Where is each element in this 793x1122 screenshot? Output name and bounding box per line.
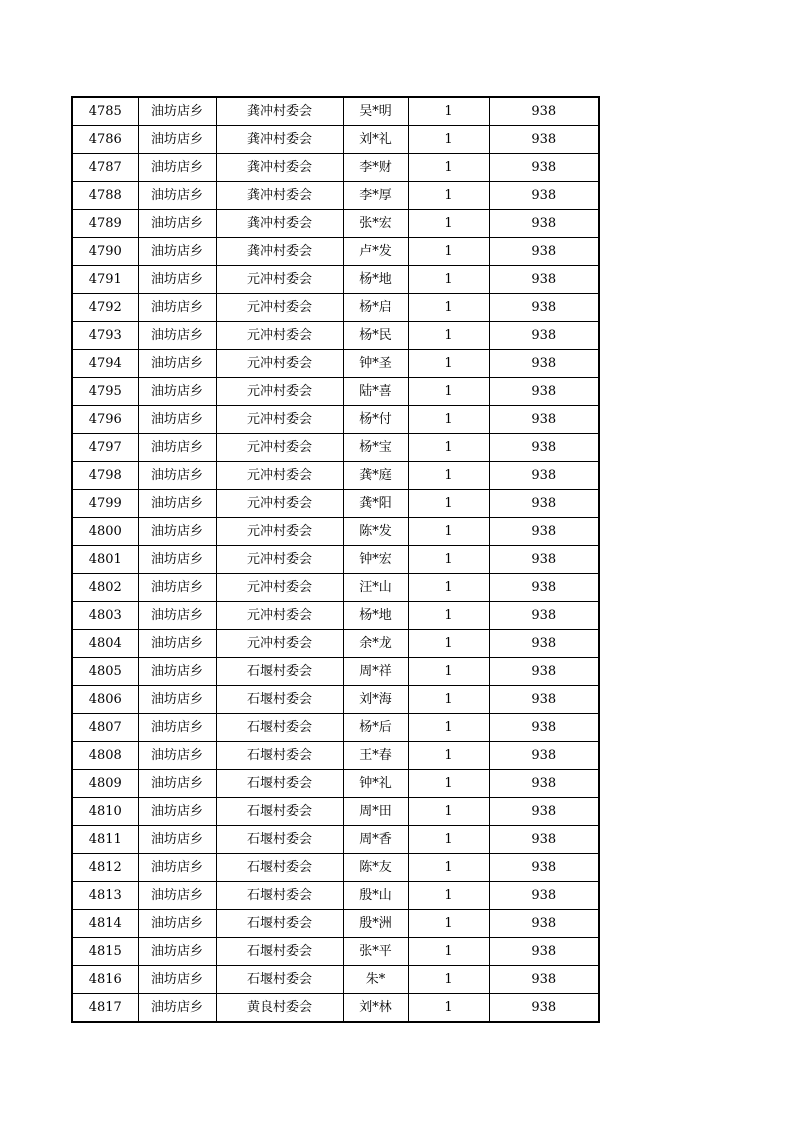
name-cell: 周*田 [343,798,408,826]
count-cell: 1 [408,826,489,854]
amount-cell: 938 [489,798,599,826]
count-cell: 1 [408,742,489,770]
table-row [72,854,599,882]
name-cell: 张*平 [343,938,408,966]
table-row [72,154,599,182]
count-cell: 1 [408,770,489,798]
row-number-cell: 4797 [72,434,138,462]
township-cell: 油坊店乡 [138,714,216,742]
amount-cell: 938 [489,97,599,126]
row-number-cell: 4808 [72,742,138,770]
name-cell: 周*香 [343,826,408,854]
name-cell: 杨*后 [343,714,408,742]
amount-cell: 938 [489,378,599,406]
township-cell: 油坊店乡 [138,546,216,574]
table-row [72,126,599,154]
township-cell: 油坊店乡 [138,294,216,322]
township-cell: 油坊店乡 [138,938,216,966]
amount-cell: 938 [489,714,599,742]
row-number-cell: 4785 [72,97,138,126]
table-row [72,658,599,686]
table-row [72,994,599,1023]
amount-cell: 938 [489,182,599,210]
row-number-cell: 4800 [72,518,138,546]
table-row [72,182,599,210]
count-cell: 1 [408,574,489,602]
village-committee-cell: 元冲村委会 [216,630,343,658]
name-cell: 陈*发 [343,518,408,546]
name-cell: 朱* [343,966,408,994]
count-cell: 1 [408,602,489,630]
row-number-cell: 4799 [72,490,138,518]
village-committee-cell: 元冲村委会 [216,266,343,294]
name-cell: 刘*林 [343,994,408,1023]
amount-cell: 938 [489,434,599,462]
count-cell: 1 [408,434,489,462]
village-committee-cell: 石堰村委会 [216,826,343,854]
count-cell: 1 [408,378,489,406]
table-row [72,210,599,238]
row-number-cell: 4792 [72,294,138,322]
township-cell: 油坊店乡 [138,322,216,350]
amount-cell: 938 [489,966,599,994]
amount-cell: 938 [489,294,599,322]
table-row [72,602,599,630]
township-cell: 油坊店乡 [138,210,216,238]
name-cell: 杨*民 [343,322,408,350]
township-cell: 油坊店乡 [138,686,216,714]
name-cell: 钟*圣 [343,350,408,378]
amount-cell: 938 [489,210,599,238]
amount-cell: 938 [489,994,599,1023]
count-cell: 1 [408,798,489,826]
township-cell: 油坊店乡 [138,798,216,826]
township-cell: 油坊店乡 [138,462,216,490]
village-committee-cell: 元冲村委会 [216,406,343,434]
count-cell: 1 [408,910,489,938]
row-number-cell: 4788 [72,182,138,210]
row-number-cell: 4811 [72,826,138,854]
village-committee-cell: 龚冲村委会 [216,97,343,126]
row-number-cell: 4791 [72,266,138,294]
village-committee-cell: 石堰村委会 [216,798,343,826]
table-row [72,322,599,350]
village-committee-cell: 石堰村委会 [216,658,343,686]
row-number-cell: 4810 [72,798,138,826]
amount-cell: 938 [489,518,599,546]
village-committee-cell: 石堰村委会 [216,770,343,798]
row-number-cell: 4807 [72,714,138,742]
count-cell: 1 [408,462,489,490]
count-cell: 1 [408,294,489,322]
township-cell: 油坊店乡 [138,770,216,798]
table-row [72,938,599,966]
name-cell: 杨*启 [343,294,408,322]
amount-cell: 938 [489,350,599,378]
village-committee-cell: 石堰村委会 [216,882,343,910]
name-cell: 李*财 [343,154,408,182]
township-cell: 油坊店乡 [138,182,216,210]
data-table [71,96,600,1023]
township-cell: 油坊店乡 [138,994,216,1023]
row-number-cell: 4796 [72,406,138,434]
name-cell: 杨*地 [343,602,408,630]
row-number-cell: 4789 [72,210,138,238]
amount-cell: 938 [489,322,599,350]
count-cell: 1 [408,154,489,182]
name-cell: 吴*明 [343,97,408,126]
row-number-cell: 4815 [72,938,138,966]
table-row [72,966,599,994]
count-cell: 1 [408,686,489,714]
name-cell: 刘*礼 [343,126,408,154]
village-committee-cell: 元冲村委会 [216,434,343,462]
count-cell: 1 [408,210,489,238]
township-cell: 油坊店乡 [138,434,216,462]
amount-cell: 938 [489,630,599,658]
count-cell: 1 [408,490,489,518]
table-row [72,406,599,434]
township-cell: 油坊店乡 [138,518,216,546]
table-row [72,518,599,546]
township-cell: 油坊店乡 [138,574,216,602]
count-cell: 1 [408,714,489,742]
row-number-cell: 4812 [72,854,138,882]
village-committee-cell: 元冲村委会 [216,490,343,518]
count-cell: 1 [408,630,489,658]
township-cell: 油坊店乡 [138,742,216,770]
count-cell: 1 [408,97,489,126]
table-row [72,490,599,518]
table-row [72,574,599,602]
township-cell: 油坊店乡 [138,126,216,154]
row-number-cell: 4798 [72,462,138,490]
village-committee-cell: 龚冲村委会 [216,126,343,154]
count-cell: 1 [408,938,489,966]
row-number-cell: 4803 [72,602,138,630]
count-cell: 1 [408,966,489,994]
row-number-cell: 4802 [72,574,138,602]
township-cell: 油坊店乡 [138,97,216,126]
name-cell: 卢*发 [343,238,408,266]
count-cell: 1 [408,882,489,910]
count-cell: 1 [408,518,489,546]
name-cell: 杨*宝 [343,434,408,462]
count-cell: 1 [408,126,489,154]
village-committee-cell: 元冲村委会 [216,574,343,602]
village-committee-cell: 龚冲村委会 [216,182,343,210]
township-cell: 油坊店乡 [138,350,216,378]
count-cell: 1 [408,546,489,574]
table-row [72,546,599,574]
amount-cell: 938 [489,126,599,154]
table-row [72,462,599,490]
row-number-cell: 4801 [72,546,138,574]
name-cell: 殷*山 [343,882,408,910]
name-cell: 龚*阳 [343,490,408,518]
township-cell: 油坊店乡 [138,266,216,294]
row-number-cell: 4795 [72,378,138,406]
village-committee-cell: 元冲村委会 [216,294,343,322]
name-cell: 余*龙 [343,630,408,658]
name-cell: 王*春 [343,742,408,770]
row-number-cell: 4790 [72,238,138,266]
amount-cell: 938 [489,854,599,882]
township-cell: 油坊店乡 [138,630,216,658]
township-cell: 油坊店乡 [138,826,216,854]
amount-cell: 938 [489,686,599,714]
count-cell: 1 [408,994,489,1023]
amount-cell: 938 [489,546,599,574]
township-cell: 油坊店乡 [138,490,216,518]
count-cell: 1 [408,658,489,686]
township-cell: 油坊店乡 [138,602,216,630]
row-number-cell: 4816 [72,966,138,994]
name-cell: 杨*付 [343,406,408,434]
table-row [72,266,599,294]
row-number-cell: 4787 [72,154,138,182]
village-committee-cell: 石堰村委会 [216,686,343,714]
table-row [72,882,599,910]
village-committee-cell: 龚冲村委会 [216,154,343,182]
amount-cell: 938 [489,266,599,294]
amount-cell: 938 [489,938,599,966]
name-cell: 汪*山 [343,574,408,602]
table-row [72,910,599,938]
table-row [72,770,599,798]
village-committee-cell: 龚冲村委会 [216,210,343,238]
village-committee-cell: 元冲村委会 [216,546,343,574]
table-row [72,378,599,406]
amount-cell: 938 [489,742,599,770]
name-cell: 钟*宏 [343,546,408,574]
table-row [72,826,599,854]
row-number-cell: 4804 [72,630,138,658]
township-cell: 油坊店乡 [138,406,216,434]
name-cell: 殷*洲 [343,910,408,938]
amount-cell: 938 [489,910,599,938]
count-cell: 1 [408,406,489,434]
row-number-cell: 4813 [72,882,138,910]
township-cell: 油坊店乡 [138,910,216,938]
village-committee-cell: 石堰村委会 [216,742,343,770]
amount-cell: 938 [489,770,599,798]
township-cell: 油坊店乡 [138,966,216,994]
amount-cell: 938 [489,406,599,434]
amount-cell: 938 [489,658,599,686]
count-cell: 1 [408,854,489,882]
village-committee-cell: 石堰村委会 [216,938,343,966]
count-cell: 1 [408,266,489,294]
name-cell: 李*厚 [343,182,408,210]
township-cell: 油坊店乡 [138,882,216,910]
village-committee-cell: 元冲村委会 [216,322,343,350]
township-cell: 油坊店乡 [138,658,216,686]
table-row [72,294,599,322]
table-row [72,798,599,826]
amount-cell: 938 [489,154,599,182]
table-body [72,97,599,1022]
count-cell: 1 [408,182,489,210]
village-committee-cell: 元冲村委会 [216,350,343,378]
village-committee-cell: 石堰村委会 [216,714,343,742]
row-number-cell: 4814 [72,910,138,938]
row-number-cell: 4809 [72,770,138,798]
amount-cell: 938 [489,882,599,910]
name-cell: 周*祥 [343,658,408,686]
row-number-cell: 4806 [72,686,138,714]
count-cell: 1 [408,238,489,266]
table-row [72,434,599,462]
amount-cell: 938 [489,238,599,266]
table-row [72,742,599,770]
village-committee-cell: 元冲村委会 [216,378,343,406]
village-committee-cell: 黄良村委会 [216,994,343,1023]
village-committee-cell: 龚冲村委会 [216,238,343,266]
row-number-cell: 4794 [72,350,138,378]
name-cell: 刘*海 [343,686,408,714]
township-cell: 油坊店乡 [138,154,216,182]
table-row [72,714,599,742]
count-cell: 1 [408,350,489,378]
amount-cell: 938 [489,490,599,518]
table-row [72,350,599,378]
village-committee-cell: 元冲村委会 [216,602,343,630]
table-row [72,97,599,126]
village-committee-cell: 石堰村委会 [216,910,343,938]
amount-cell: 938 [489,602,599,630]
village-committee-cell: 石堰村委会 [216,854,343,882]
name-cell: 钟*礼 [343,770,408,798]
amount-cell: 938 [489,462,599,490]
village-committee-cell: 元冲村委会 [216,462,343,490]
row-number-cell: 4817 [72,994,138,1023]
amount-cell: 938 [489,574,599,602]
row-number-cell: 4805 [72,658,138,686]
row-number-cell: 4786 [72,126,138,154]
amount-cell: 938 [489,826,599,854]
count-cell: 1 [408,322,489,350]
name-cell: 杨*地 [343,266,408,294]
row-number-cell: 4793 [72,322,138,350]
name-cell: 张*宏 [343,210,408,238]
name-cell: 陆*喜 [343,378,408,406]
table-row [72,686,599,714]
name-cell: 龚*庭 [343,462,408,490]
township-cell: 油坊店乡 [138,854,216,882]
table-row [72,238,599,266]
village-committee-cell: 元冲村委会 [216,518,343,546]
table-row [72,630,599,658]
village-committee-cell: 石堰村委会 [216,966,343,994]
name-cell: 陈*友 [343,854,408,882]
township-cell: 油坊店乡 [138,238,216,266]
township-cell: 油坊店乡 [138,378,216,406]
